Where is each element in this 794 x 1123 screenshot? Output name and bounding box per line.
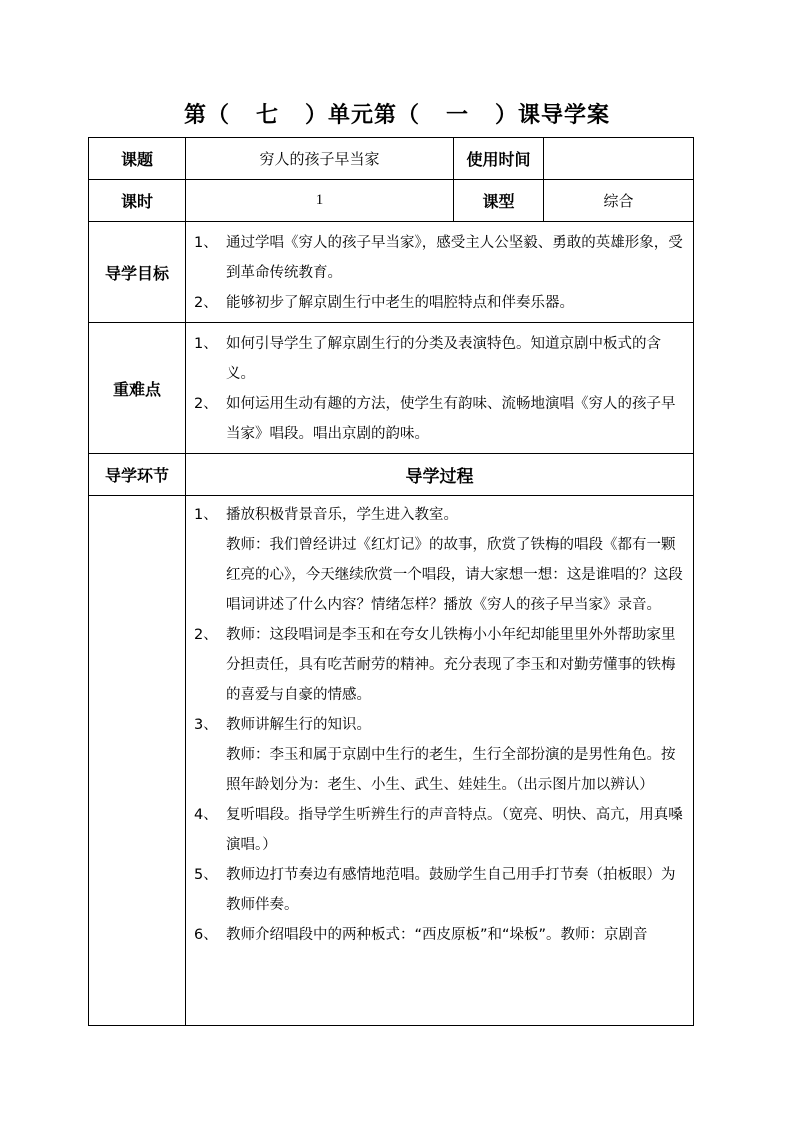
key-point-item <box>194 329 687 389</box>
key-points-list <box>186 323 694 454</box>
process-number: 6、 <box>194 927 218 943</box>
row-goals <box>89 222 694 323</box>
key-point-number: 2、 <box>194 396 218 412</box>
process-number: 5、 <box>194 867 218 883</box>
process-number: 4、 <box>194 807 218 823</box>
process-item <box>194 920 687 950</box>
process-item <box>194 620 687 710</box>
process-number: 2、 <box>194 627 218 643</box>
process-content-header: 导学过程 <box>186 454 694 496</box>
process-item <box>194 500 687 530</box>
lesson-plan-table <box>88 137 694 1026</box>
process-item <box>194 860 687 920</box>
process-list <box>186 496 694 1026</box>
process-text: 播放积极背景音乐，学生进入教室。 <box>226 507 458 523</box>
key-point-item <box>194 389 687 449</box>
goal-number: 1、 <box>194 235 218 251</box>
row-process-header <box>89 454 694 496</box>
row-topic <box>89 138 694 180</box>
type-label: 课型 <box>454 180 544 222</box>
process-text: 复听唱段。指导学生听辨生行的声音特点。（宽亮、明快、高亢，用真嗓演唱。） <box>226 807 683 853</box>
process-text: 教师介绍唱段中的两种板式：“西皮原板”和“垛板”。教师：京剧音 <box>226 927 648 943</box>
topic-label: 课题 <box>89 138 186 180</box>
goal-item <box>194 288 687 318</box>
process-item <box>194 710 687 740</box>
key-point-text: 如何引导学生了解京剧生行的分类及表演特色。知道京剧中板式的含义。 <box>226 336 661 382</box>
process-paragraph: 教师：李玉和属于京剧中生行的老生，生行全部扮演的是男性角色。按照年龄划分为：老生、小生、武生、娃娃生。（出示图片加以辨认） <box>226 747 676 793</box>
process-text: 教师边打节奏边有感情地范唱。鼓励学生自己用手打节奏（拍板眼）为教师伴奏。 <box>226 867 676 913</box>
topic-value: 穷人的孩子早当家 <box>186 138 454 180</box>
process-number: 3、 <box>194 717 218 733</box>
row-period <box>89 180 694 222</box>
process-stage-header: 导学环节 <box>89 454 186 496</box>
goals-list <box>186 222 694 323</box>
process-stage-cell <box>89 496 186 1026</box>
goal-text: 能够初步了解京剧生行中老生的唱腔特点和伴奏乐器。 <box>226 295 574 311</box>
row-process <box>89 496 694 1026</box>
row-key-points <box>89 323 694 454</box>
time-label: 使用时间 <box>454 138 544 180</box>
process-text: 教师讲解生行的知识。 <box>226 717 371 733</box>
process-paragraph: 教师：我们曾经讲过《红灯记》的故事，欣赏了铁梅的唱段《都有一颗红亮的心》，今天继续欣赏一个唱段，请大家想一想：这是谁唱的？这段唱词讲述了什么内容？情绪怎样？播放《穷人的孩子早当家》录音。 <box>226 537 683 613</box>
goal-text: 通过学唱《穷人的孩子早当家》，感受主人公坚毅、勇敢的英雄形象，受到革命传统教育。 <box>226 235 683 281</box>
page-title: 第（ 七 ）单元第（ 一 ）课导学案 <box>184 103 610 128</box>
process-item <box>194 800 687 860</box>
goal-number: 2、 <box>194 295 218 311</box>
type-value: 综合 <box>544 180 694 222</box>
goals-label: 导学目标 <box>89 222 186 323</box>
key-points-label: 重难点 <box>89 323 186 454</box>
key-point-text: 如何运用生动有趣的方法，使学生有韵味、流畅地演唱《穷人的孩子早当家》唱段。唱出京剧的韵味。 <box>226 396 676 442</box>
process-number: 1、 <box>194 507 218 523</box>
period-label: 课时 <box>89 180 186 222</box>
period-value: 1 <box>186 180 454 222</box>
process-text: 教师：这段唱词是李玉和在夸女儿铁梅小小年纪却能里里外外帮助家里分担责任，具有吃苦耐劳的精神。充分表现了李玉和对勤劳懂事的铁梅的喜爱与自豪的情感。 <box>226 627 676 703</box>
goal-item <box>194 228 687 288</box>
time-value <box>544 138 694 180</box>
key-point-number: 1、 <box>194 336 218 352</box>
